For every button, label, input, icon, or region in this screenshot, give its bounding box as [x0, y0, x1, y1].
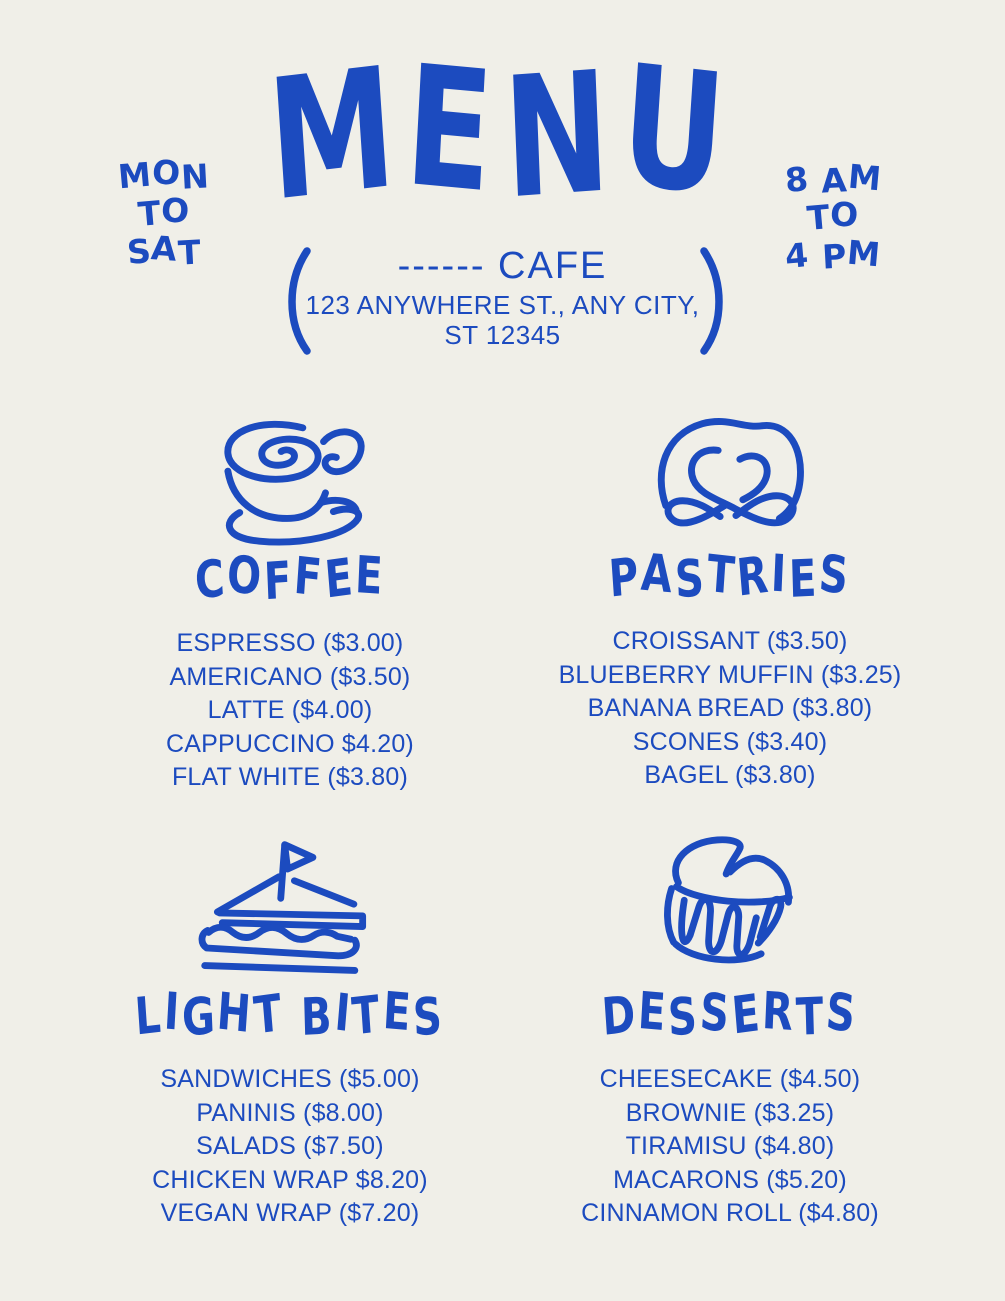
- menu-item: SALADS ($7.50): [196, 1132, 384, 1161]
- section-desserts: [490, 832, 970, 1231]
- sandwich-icon: [193, 832, 388, 988]
- menu-item: BAGEL ($3.80): [644, 761, 816, 790]
- menu-item: BLUEBERRY MUFFIN ($3.25): [558, 660, 902, 689]
- pretzel-icon: [651, 410, 809, 550]
- menu-item: BROWNIE ($3.25): [625, 1098, 835, 1127]
- page-title: MENU: [262, 27, 743, 239]
- section-title-light-bites: LIGHT BITES: [133, 981, 447, 1049]
- menu-item: FLAT WHITE ($3.80): [171, 763, 409, 792]
- cafe-info: [0, 243, 1005, 350]
- menu-item: AMERICANO ($3.50): [169, 662, 411, 691]
- opening-days-line: SAT: [124, 228, 203, 273]
- coffee-cup-icon: [206, 414, 374, 552]
- menu-items-coffee: [166, 627, 414, 795]
- menu-item: BANANA BREAD ($3.80): [587, 694, 873, 723]
- cafe-name: ------ CAFE: [397, 245, 608, 287]
- menu-item: CINNAMON ROLL ($4.80): [581, 1199, 879, 1228]
- section-pastries: [490, 410, 970, 793]
- section-light-bites: [40, 832, 540, 1231]
- opening-days-line: MON: [116, 152, 211, 197]
- section-title-desserts: DESSERTS: [599, 981, 861, 1049]
- cafe-address-line2: ST 12345: [444, 320, 561, 350]
- section-coffee: [40, 414, 540, 795]
- opening-hours-line: TO: [805, 194, 861, 238]
- menu-item: CHEESECAKE ($4.50): [599, 1065, 861, 1093]
- menu-item: LATTE ($4.00): [207, 696, 373, 725]
- menu-item: CAPPUCCINO $4.20): [166, 729, 414, 758]
- menu-item: CROISSANT ($3.50): [612, 627, 848, 655]
- menu-items-light-bites: [152, 1063, 428, 1231]
- menu-item: SCONES ($3.40): [632, 727, 828, 756]
- menu-item: CHICKEN WRAP $8.20): [152, 1165, 428, 1194]
- menu-item: SANDWICHES ($5.00): [160, 1065, 420, 1093]
- section-title-pastries: PASTRIES: [607, 543, 854, 611]
- opening-hours-line: 8 AM: [782, 156, 884, 201]
- menu-item: VEGAN WRAP ($7.20): [160, 1199, 420, 1228]
- menu-item: MACARONS ($5.20): [613, 1165, 847, 1194]
- cupcake-icon: [657, 832, 803, 988]
- section-title-coffee: COFFEE: [192, 545, 387, 612]
- opening-days-line: TO: [136, 190, 192, 234]
- menu-items-desserts: [581, 1063, 879, 1231]
- menu-item: TIRAMISU ($4.80): [625, 1132, 835, 1161]
- right-parenthesis-icon: [697, 245, 731, 357]
- menu-items-pastries: [559, 625, 902, 793]
- menu-item: ESPRESSO ($3.00): [176, 629, 404, 657]
- cafe-address-line1: 123 ANYWHERE ST., ANY CITY,: [305, 290, 700, 320]
- menu-item: PANINIS ($8.00): [196, 1098, 384, 1127]
- opening-hours-line: 4 PM: [783, 232, 883, 277]
